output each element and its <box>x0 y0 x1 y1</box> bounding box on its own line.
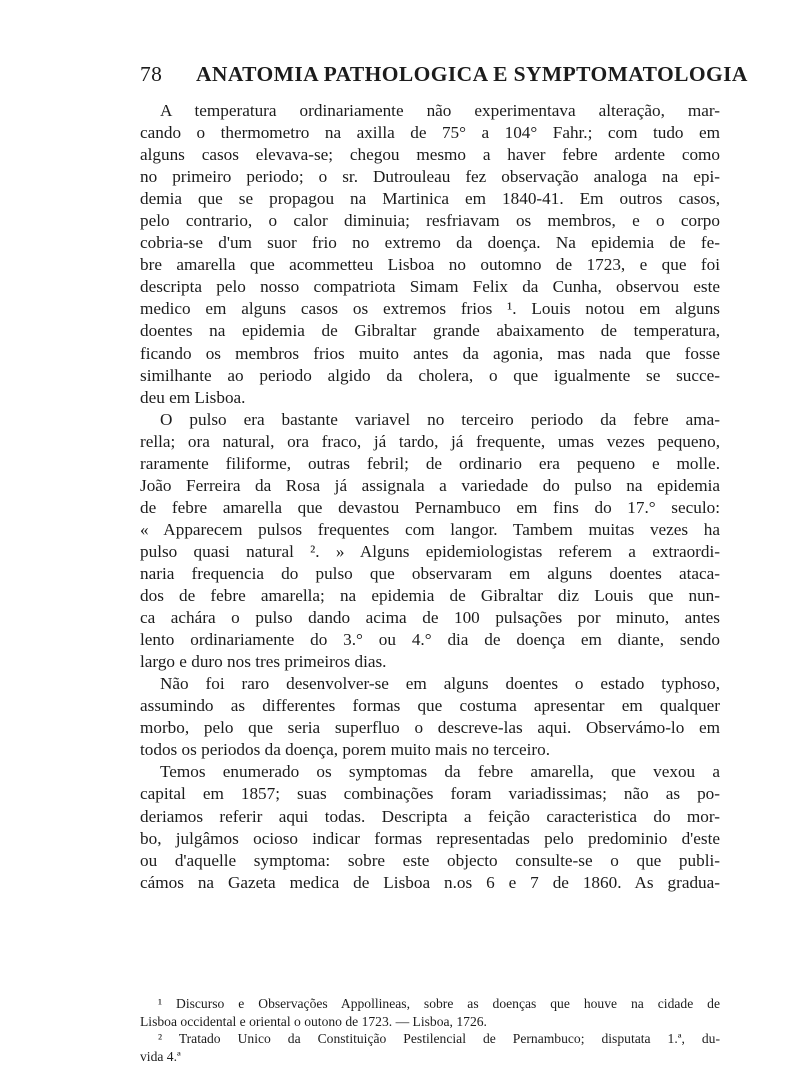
text-line: pelo contrario, o calor diminuia; resfriavam os membros, e o corpo <box>140 211 720 231</box>
text-line: dos de febre amarella; na epidemia de Gibraltar diz Louis que nun- <box>140 586 720 606</box>
text-line: morbo, pelo que seria superfluo o descreve-las aqui. Observámo-lo em <box>140 718 720 738</box>
text-line: O pulso era bastante variavel no terceiro periodo da febre ama- <box>160 409 720 429</box>
text-line: lento ordinariamente do 3.° ou 4.° dia de doença em diante, sendo <box>140 630 720 650</box>
text-line: raramente filiforme, outras febril; de ordinario era pequeno e molle. <box>140 453 720 473</box>
text-line: ou d'aquelle symptoma: sobre este objecto consulte-se o que publi- <box>140 850 720 870</box>
footnotes <box>140 995 720 1065</box>
text-line: bo, julgâmos ocioso indicar formas representadas pelo predominio d'este <box>140 828 720 848</box>
text-line: rella; ora natural, ora fraco, já tardo, já frequente, umas vezes pequeno, <box>140 431 720 451</box>
footnote-line: vida 4.ª <box>140 1048 181 1064</box>
text-line: cámos na Gazeta medica de Lisboa n.os 6 e 7 de 1860. As gradua- <box>140 872 720 892</box>
text-line: alguns casos elevava-se; chegou mesmo a haver febre ardente como <box>140 145 720 165</box>
text-line: ca achára o pulso dando acima de 100 pulsações por minuto, antes <box>140 608 720 628</box>
page-number: 78 <box>140 62 163 86</box>
text-line: naria frequencia do pulso que observaram em alguns doentes ataca- <box>140 563 720 583</box>
text-line: deu em Lisboa. <box>140 387 246 407</box>
text-line: assumindo as differentes formas que costuma apresentar em qualquer <box>140 696 720 716</box>
text-line: A temperatura ordinariamente não experimentava alteração, mar- <box>160 101 720 120</box>
footnote-line: ² Tratado Unico da Constituição Pestilencial de Pernambuco; disputata 1.ª, du- <box>158 1031 720 1046</box>
text-line: capital em 1857; suas combinações foram variadissimas; não as po- <box>140 784 720 804</box>
text-line: de febre amarella que devastou Pernambuco em fins do 17.° seculo: <box>140 497 720 517</box>
text-line: ficando os membros frios muito antes da agonia, mas nada que fosse <box>140 343 720 363</box>
text-line: similhante ao periodo algido da cholera, o que igualmente se succe- <box>140 365 720 385</box>
text-line: cando o thermometro na axilla de 75° a 104° Fahr.; com tudo em <box>140 123 720 143</box>
text-line: deriamos referir aqui todas. Descripta a feição caracteristica do mor- <box>140 806 720 826</box>
text-line: largo e duro nos tres primeiros dias. <box>140 652 387 672</box>
text-line: cobria-se d'um suor frio no extremo da doença. Na epidemia de fe- <box>140 233 720 253</box>
text-line: todos os periodos da doença, porem muito mais no terceiro. <box>140 740 551 760</box>
text-line: « Apparecem pulsos frequentes com langor. Tambem muitas vezes ha <box>140 519 720 539</box>
text-line: Não foi raro desenvolver-se em alguns doentes o estado typhoso, <box>160 674 720 694</box>
text-line: bre amarella que acommetteu Lisboa no outomno de 1723, e que foi <box>140 255 720 275</box>
text-line: demia que se propagou na Martinica em 1840-41. Em outros casos, <box>140 189 720 209</box>
text-line: doentes na epidemia de Gibraltar grande abaixamento de temperatura, <box>140 321 720 341</box>
text-line: no primeiro periodo; o sr. Dutrouleau fez observação analoga na epi- <box>140 167 720 187</box>
text-line: Temos enumerado os symptomas da febre amarella, que vexou a <box>160 762 720 782</box>
text-line: João Ferreira da Rosa já assignala a variedade do pulso na epidemia <box>140 475 720 495</box>
body-text <box>140 100 720 894</box>
footnote-line: ¹ Discurso e Observações Appollineas, sobre as doenças que houve na cidade de <box>158 996 720 1011</box>
running-title: ANATOMIA PATHOLOGICA E SYMPTOMATOLOGIA <box>196 62 748 86</box>
text-line: descripta pelo nosso compatriota Simam Felix da Cunha, observou este <box>140 277 720 297</box>
text-line: medico em alguns casos os extremos frios ¹. Louis notou em alguns <box>140 299 720 319</box>
text-line: pulso quasi natural ². » Alguns epidemiologistas referem a extraordi- <box>140 541 720 561</box>
footnote-line: Lisboa occidental e oriental o outono de 1723. — Lisboa, 1726. <box>140 1013 487 1029</box>
